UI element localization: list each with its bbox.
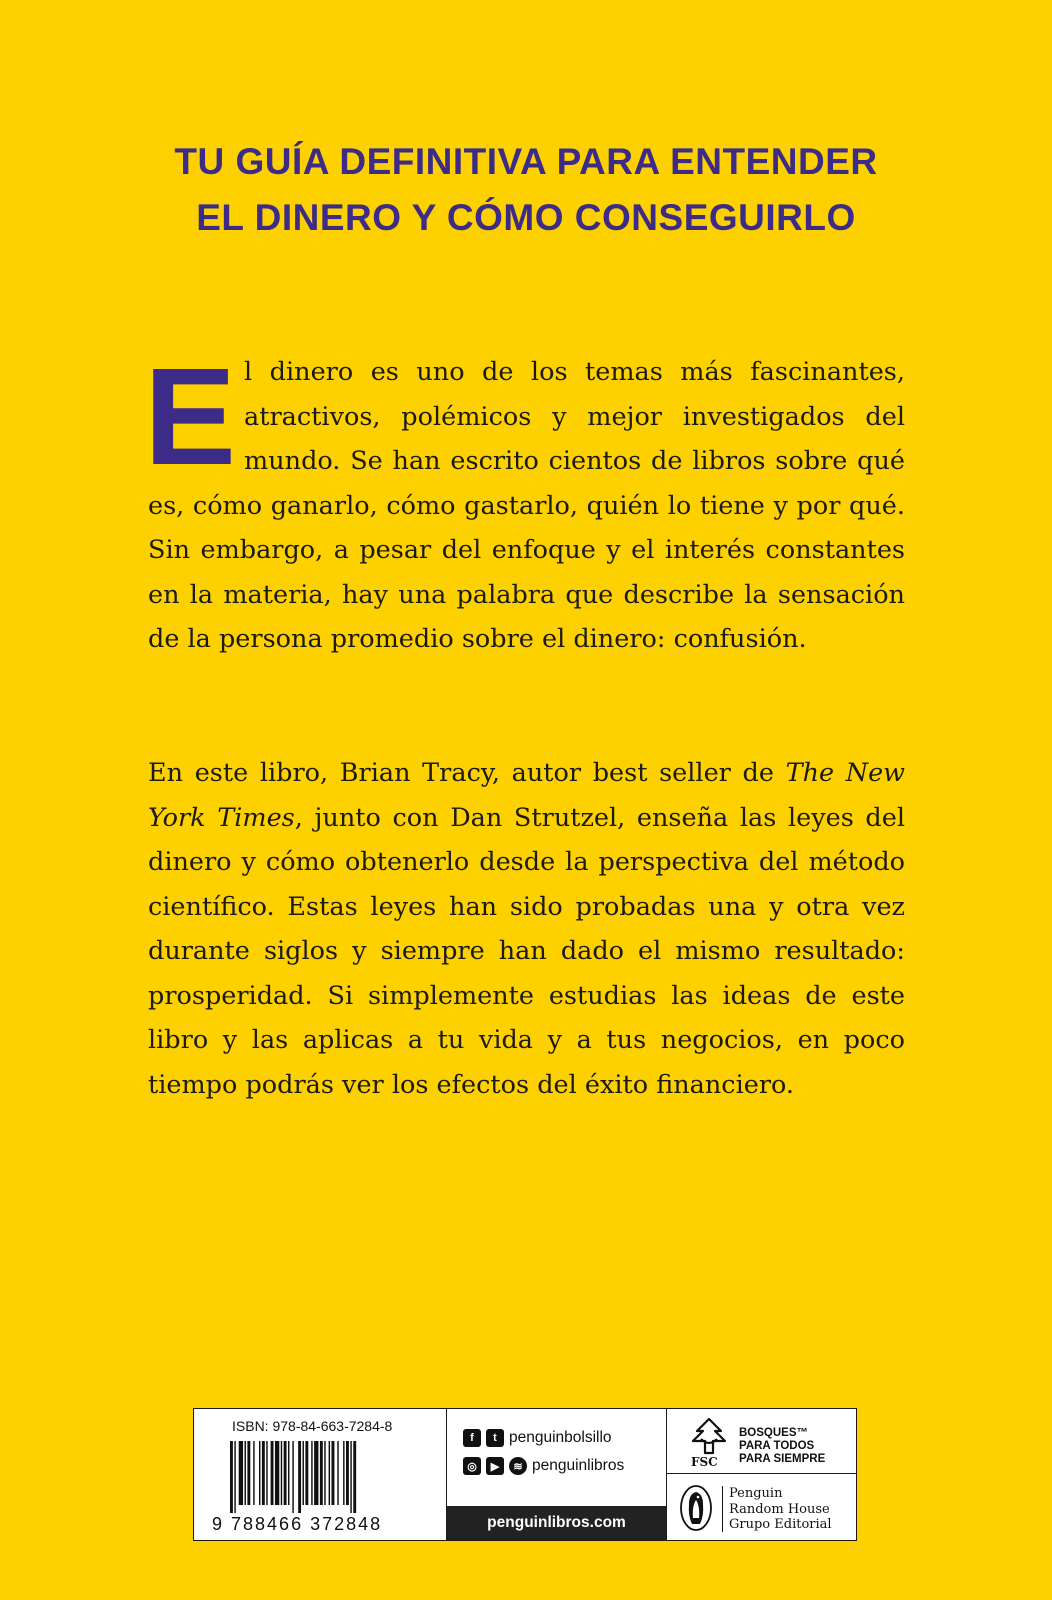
instagram-icon: ◎ <box>463 1457 481 1475</box>
fsc-logo <box>667 1409 856 1474</box>
newspaper-title: The New York Times <box>148 758 906 833</box>
social-media-block <box>446 1409 666 1540</box>
facebook-icon: f <box>463 1429 481 1447</box>
back-cover-info-panel <box>193 1408 857 1541</box>
paragraph-1-text: l dinero es uno de los temas más fascinantes, atractivos, polémicos y mejor investigados del mundo. Se han escrito cientos de libros sobre qué es, cómo ganarlo, cómo gastarlo, quién lo tiene y por qué. Sin embargo, a pesar del enfoque y el interés constantes en la materia, hay una palabra que describe la sensación de la persona promedio sobre el dinero: confusión. <box>148 357 905 654</box>
twitter-icon: t <box>486 1429 504 1447</box>
social-handle-2: penguinlibros <box>532 1457 625 1474</box>
drop-cap-letter: E <box>144 340 237 494</box>
website-bar <box>447 1506 666 1540</box>
synopsis-paragraph-2 <box>148 751 905 1107</box>
fsc-tree-icon <box>689 1417 729 1455</box>
fsc-line-2: PARA TODOS <box>739 1440 815 1452</box>
fsc-label: FSC <box>691 1455 718 1469</box>
barcode-image <box>230 1441 408 1513</box>
paragraph-2-end: , junto con Dan Strutzel, enseña las leyes del dinero y cómo obtenerlo desde la perspectiva del método científico. Estas leyes han sido probadas una y otra vez durante siglos y siempre han dado el mismo resultado: prosperidad. Si simplemente estudias las ideas de este libro y las aplicas a tu vida y a tus negocios, en poco tiempo podrás ver los efectos del éxito financiero. <box>148 802 905 1100</box>
publisher-line-3: Grupo Editorial <box>729 1517 832 1532</box>
social-row-1 <box>463 1429 612 1447</box>
publisher-line-1: Penguin <box>729 1486 783 1501</box>
fsc-slogan <box>739 1427 825 1466</box>
penguin-icon <box>679 1484 713 1532</box>
fsc-line-1: BOSQUES™ <box>739 1427 809 1439</box>
barcode-block <box>194 1409 446 1540</box>
barcode-digits: 9 788466 372848 <box>212 1514 383 1534</box>
website-url: penguinlibros.com <box>487 1514 626 1531</box>
publisher-divider <box>722 1486 723 1532</box>
youtube-icon: ▶ <box>486 1457 504 1475</box>
back-cover-headline <box>0 134 1052 246</box>
publisher-name <box>729 1486 832 1533</box>
publisher-logo <box>667 1474 856 1540</box>
fsc-line-3: PARA SIEMPRE <box>739 1453 826 1465</box>
social-row-2 <box>463 1457 624 1475</box>
paragraph-2-start: En este libro, Brian Tracy, autor best seller de <box>148 758 786 788</box>
headline-line-1: TU GUÍA DEFINITIVA PARA ENTENDER <box>174 141 878 182</box>
logos-block <box>666 1409 856 1540</box>
social-handle-1: penguinbolsillo <box>509 1429 612 1446</box>
publisher-line-2: Random House <box>729 1501 830 1517</box>
spotify-icon: ≋ <box>509 1457 527 1475</box>
isbn-label: ISBN: 978-84-663-7284-8 <box>232 1418 393 1434</box>
synopsis-paragraph-1 <box>144 340 905 662</box>
headline-line-2: EL DINERO Y CÓMO CONSEGUIRLO <box>196 197 856 238</box>
